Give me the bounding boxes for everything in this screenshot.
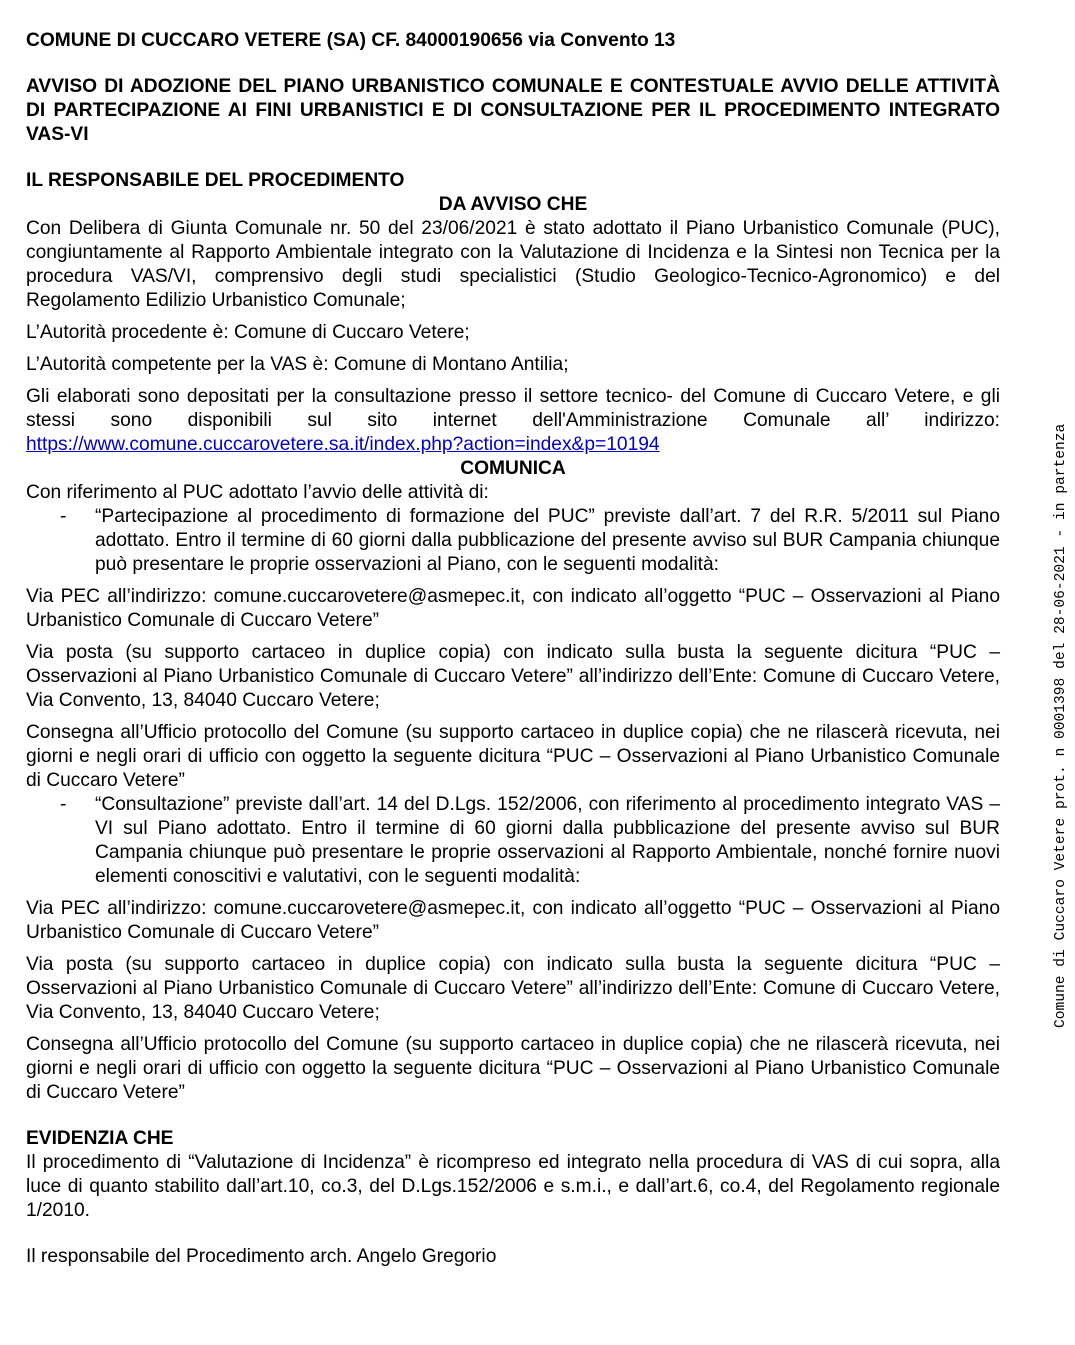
list-item-consultazione: [26, 793, 1000, 889]
website-link[interactable]: https://www.comune.cuccarovetere.sa.it/index.php?action=index&p=10194: [26, 434, 660, 455]
consultazione-pec: Via PEC all’indirizzo: comune.cuccarovetere@asmepec.it, con indicato all’oggetto “PUC – Osservazioni al Piano Urbanistico Comunale di Cuccaro Vetere”: [26, 898, 1000, 943]
avviso-paragraph-4-text: Gli elaborati sono depositati per la consultazione presso il settore tecnico- del Comune di Cuccaro Vetere, e gli stessi sono disponibili sul sito internet dell'Amministrazione Comunale all’ indirizzo:: [26, 386, 1000, 431]
list-item-partecipazione: [26, 505, 1000, 577]
list-item-text: “Partecipazione al procedimento di formazione del PUC” previste dall’art. 7 del R.R. 5/2011 sul Piano adottato. Entro il termine di 60 giorni dalla pubblicazione del presente avviso sul BUR Campania chiunque può presentare le proprie osservazioni al Piano, con le seguenti modalità:: [95, 506, 1000, 575]
comunica-heading: COMUNICA: [460, 458, 566, 479]
comunica-intro: Con riferimento al PUC adottato l’avvio delle attività di:: [26, 482, 489, 503]
avviso-paragraph-4: [26, 385, 1000, 457]
avviso-paragraph-3: L’Autorità competente per la VAS è: Comune di Montano Antilia;: [26, 354, 569, 375]
consultazione-posta: Via posta (su supporto cartaceo in duplice copia) con indicato sulla busta la seguente dicitura “PUC – Osservazioni al Piano Urbanistico Comunale di Cuccaro Vetere” all’indirizzo dell’Ente: Comune di Cuccaro Vetere, Via Convento, 13, 84040 Cuccaro Vetere;: [26, 954, 1000, 1023]
spacer: [26, 1105, 1000, 1127]
protocol-stamp: Comune di Cuccaro Vetere prot. n 0001398 del 28-06-2021 - in partenza: [1053, 423, 1069, 1028]
partecipazione-pec: Via PEC all’indirizzo: comune.cuccarovetere@asmepec.it, con indicato all’oggetto “PUC – Osservazioni al Piano Urbanistico Comunale di Cuccaro Vetere”: [26, 586, 1000, 631]
bullet-dash: -: [60, 506, 67, 527]
partecipazione-consegna: Consegna all’Ufficio protocollo del Comune (su supporto cartaceo in duplice copia) che ne rilascerà ricevuta, nei giorni e negli orari di ufficio con oggetto la seguente dicitura “PUC – Osservazioni al Piano Urbanistico Comunale di Cuccaro Vetere”: [26, 722, 1000, 791]
evidenzia-heading: EVIDENZIA CHE: [26, 1128, 174, 1149]
bullet-dash: -: [60, 794, 67, 815]
document-title: AVVISO DI ADOZIONE DEL PIANO URBANISTICO COMUNALE E CONTESTUALE AVVIO DELLE ATTIVITÀ DI PARTECIPAZIONE AI FINI URBANISTICI E DI CONSULTAZIONE PER IL PROCEDIMENTO INTEGRATO VAS-VI: [26, 76, 1000, 145]
signature-line: Il responsabile del Procedimento arch. Angelo Gregorio: [26, 1246, 497, 1267]
document-page: [26, 29, 1000, 1269]
spacer: [26, 1223, 1000, 1245]
partecipazione-posta: Via posta (su supporto cartaceo in duplice copia) con indicato sulla busta la seguente dicitura “PUC – Osservazioni al Piano Urbanistico Comunale di Cuccaro Vetere” all’indirizzo dell’Ente: Comune di Cuccaro Vetere, Via Convento, 13, 84040 Cuccaro Vetere;: [26, 642, 1000, 711]
avviso-paragraph-1: Con Delibera di Giunta Comunale nr. 50 del 23/06/2021 è stato adottato il Piano Urbanistico Comunale (PUC), congiuntamente al Rapporto Ambientale integrato con la Valutazione di Incidenza e la Sintesi non Tecnica per la procedura VAS/VI, comprensivo degli studi specialistici (Studio Geologico-Tecnico-Agronomico) e del Regolamento Edilizio Urbanistico Comunale;: [26, 218, 1000, 311]
document-header: COMUNE DI CUCCARO VETERE (SA) CF. 84000190656 via Convento 13: [26, 30, 676, 51]
responsabile-heading: IL RESPONSABILE DEL PROCEDIMENTO: [26, 170, 405, 191]
list-item-text: “Consultazione” previste dall’art. 14 del D.Lgs. 152/2006, con riferimento al procedimento integrato VAS – VI sul Piano adottato. Entro il termine di 60 giorni dalla pubblicazione del presente avviso sul BUR Campania chiunque può presentare le proprie osservazioni al Rapporto Ambientale, nonché fornire nuovi elementi conoscitivi e valutativi, con le seguenti modalità:: [95, 794, 1000, 887]
evidenzia-text: Il procedimento di “Valutazione di Incidenza” è ricompreso ed integrato nella procedura di VAS di cui sopra, alla luce di quanto stabilito dall’art.10, co.3, del D.Lgs.152/2006 e s.m.i., e dall’art.6, co.4, del Regolamento regionale 1/2010.: [26, 1152, 1000, 1221]
da-avviso-heading: DA AVVISO CHE: [438, 194, 588, 215]
avviso-paragraph-2: L’Autorità procedente è: Comune di Cuccaro Vetere;: [26, 322, 470, 343]
consultazione-consegna: Consegna all’Ufficio protocollo del Comune (su supporto cartaceo in duplice copia) che ne rilascerà ricevuta, nei giorni e negli orari di ufficio con oggetto la seguente dicitura “PUC – Osservazioni al Piano Urbanistico Comunale di Cuccaro Vetere”: [26, 1034, 1000, 1103]
